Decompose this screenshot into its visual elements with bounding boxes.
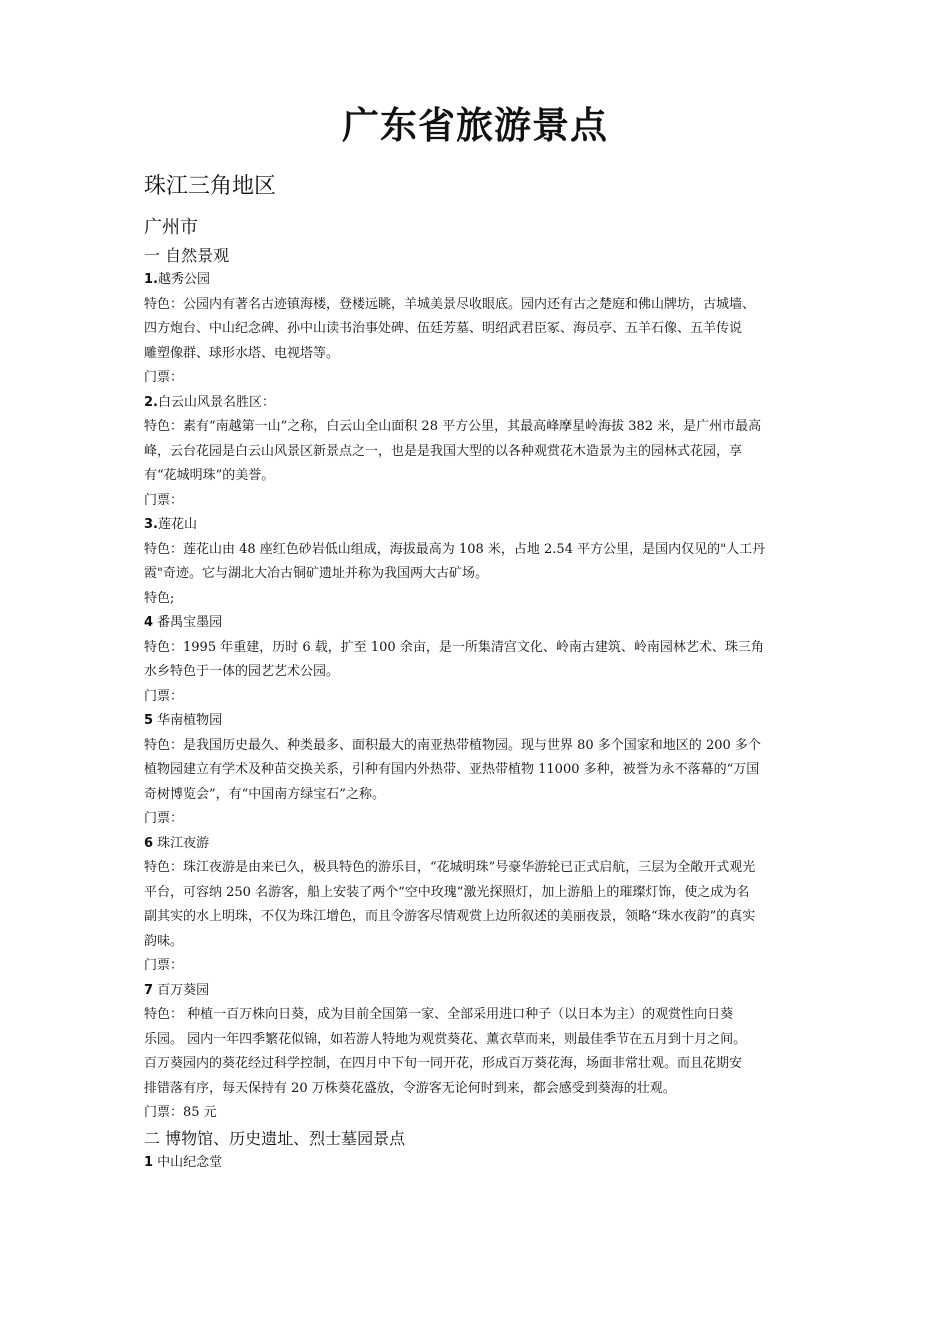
region-heading: 珠江三角地区 <box>144 174 277 199</box>
document-title: 广东省旅游景点 <box>342 104 608 147</box>
item-name: 番禺宝墨园 <box>153 615 223 630</box>
item-number: 2. <box>144 394 158 410</box>
item-line: 百万葵园内的葵花经过科学控制，在四月中下旬一同开花，形成百万葵花海，场面非常壮观。而且花期安 <box>144 1056 743 1071</box>
item-line: 特色：1995 年重建，历时 6 载，扩至 100 余亩，是一所集清宫文化、岭南古建筑、岭南园林艺术、珠三角 <box>144 639 764 655</box>
item-line: 门票：85 元 <box>144 1105 217 1120</box>
item-line: 霞"奇迹。它与湖北大冶古铜矿遗址并称为我国两大古矿场。 <box>144 566 488 581</box>
item-name: 百万葵园 <box>153 982 210 998</box>
item-line: 特色：莲花山由 48 座红色砂岩低山组成，海拔最高为 108 米，占地 2.54 平方公里，是国内仅见的"人工丹 <box>144 541 766 557</box>
item-number: 1 <box>144 1154 154 1170</box>
item-number: 1. <box>144 272 158 287</box>
item-line: 特色：公园内有著名古迹镇海楼，登楼远眺，羊城美景尽收眼底。园内还有古之楚庭和佛山牌坊，古城墙、 <box>144 296 756 312</box>
item-title <box>144 513 816 538</box>
item-title <box>144 1151 816 1176</box>
item-number: 3. <box>144 517 158 532</box>
item-line: 特色：是我国历史最久、种类最多、面积最大的南亚热带植物园。现与世界 80 多个国家和地区的 200 多个 <box>144 737 761 753</box>
section-heading: 二 博物馆、历史遗址、烈士墓园景点 <box>144 1128 406 1148</box>
item-name: 中山纪念堂 <box>153 1154 223 1170</box>
item-line: 特色： 种植一百万株向日葵，成为目前全国第一家、全部采用进口种子（以日本为主）的观赏性向日葵 <box>144 1007 734 1022</box>
item-line: 特色：素有“南越第一山”之称，白云山全山面积 28 平方公里，其最高峰摩星岭海拔 382 米，是广州市最高 <box>144 419 762 434</box>
item-line: 有“花城明珠”的美誉。 <box>144 468 275 483</box>
item-title <box>144 979 816 1004</box>
item-line: 峰，云台花园是白云山风景区新景点之一，也是是我国大型的以各种观赏花木造景为主的园林式花园，享 <box>144 443 743 459</box>
item-name: 莲花山 <box>157 517 197 532</box>
item-line: 特色; <box>144 590 175 606</box>
item-line: 水乡特色于一体的园艺艺术公园。 <box>144 664 340 679</box>
item-line: 门票： <box>144 492 184 508</box>
item-line: 韵味。 <box>144 933 184 949</box>
item-title <box>144 709 816 734</box>
item-line: 四方炮台、中山纪念碑、孙中山读书治事处碑、伍廷芳墓、明绍武君臣冢、海员亭、五羊石像、五羊传说 <box>144 321 743 336</box>
item-line: 雕塑像群、球形水塔、电视塔等。 <box>144 345 340 361</box>
item-line: 乐园。 园内一年四季繁花似锦，如若游人特地为观赏葵花、薰衣草而来，则最佳季节在五月到十月之间。 <box>144 1031 747 1047</box>
item-name: 珠江夜游 <box>153 835 210 851</box>
item-line: 门票： <box>144 958 184 973</box>
item-line: 门票： <box>144 370 184 385</box>
item-name: 华南植物园 <box>153 713 223 728</box>
item-number: 6 <box>144 835 154 851</box>
item-line: 排错落有序，每天保持有 20 万株葵花盛放，令游客无论何时到来，都会感受到葵海的壮观。 <box>144 1080 676 1096</box>
city-heading: 广州市 <box>144 217 198 238</box>
item-number: 5 <box>144 713 154 728</box>
item-number: 7 <box>144 982 154 998</box>
item-line: 副其实的水上明珠，不仅为珠江增色，而且令游客尽情观赏上边所叙述的美丽夜景，领略“珠水夜韵”的真实 <box>144 909 756 924</box>
item-name: 越秀公园 <box>157 272 210 287</box>
item-line: 植物园建立有学术及种苗交换关系，引种有国内外热带、亚热带植物 11000 多种，被誉为永不落幕的“万国 <box>144 762 760 777</box>
item-line: 奇树博览会”，有“中国南方绿宝石”之称。 <box>144 786 385 802</box>
item-line: 门票： <box>144 688 184 704</box>
item-name: 白云山风景名胜区： <box>157 394 275 410</box>
item-line: 门票： <box>144 811 184 826</box>
item-line: 特色：珠江夜游是由来已久，极具特色的游乐目，“花城明珠”号豪华游轮已正式启航，三层为全敞开式观光 <box>144 860 756 875</box>
item-title <box>144 832 816 857</box>
item-line: 平台，可容纳 250 名游客，船上安装了两个“空中玫瑰”激光探照灯，加上游船上的璀璨灯饰，使之成为名 <box>144 884 750 900</box>
document-body <box>144 243 816 1175</box>
section-heading: 一 自然景观 <box>144 246 230 265</box>
item-title <box>144 611 816 636</box>
item-number: 4 <box>144 615 154 630</box>
item-title <box>144 391 816 416</box>
item-title <box>144 268 816 293</box>
